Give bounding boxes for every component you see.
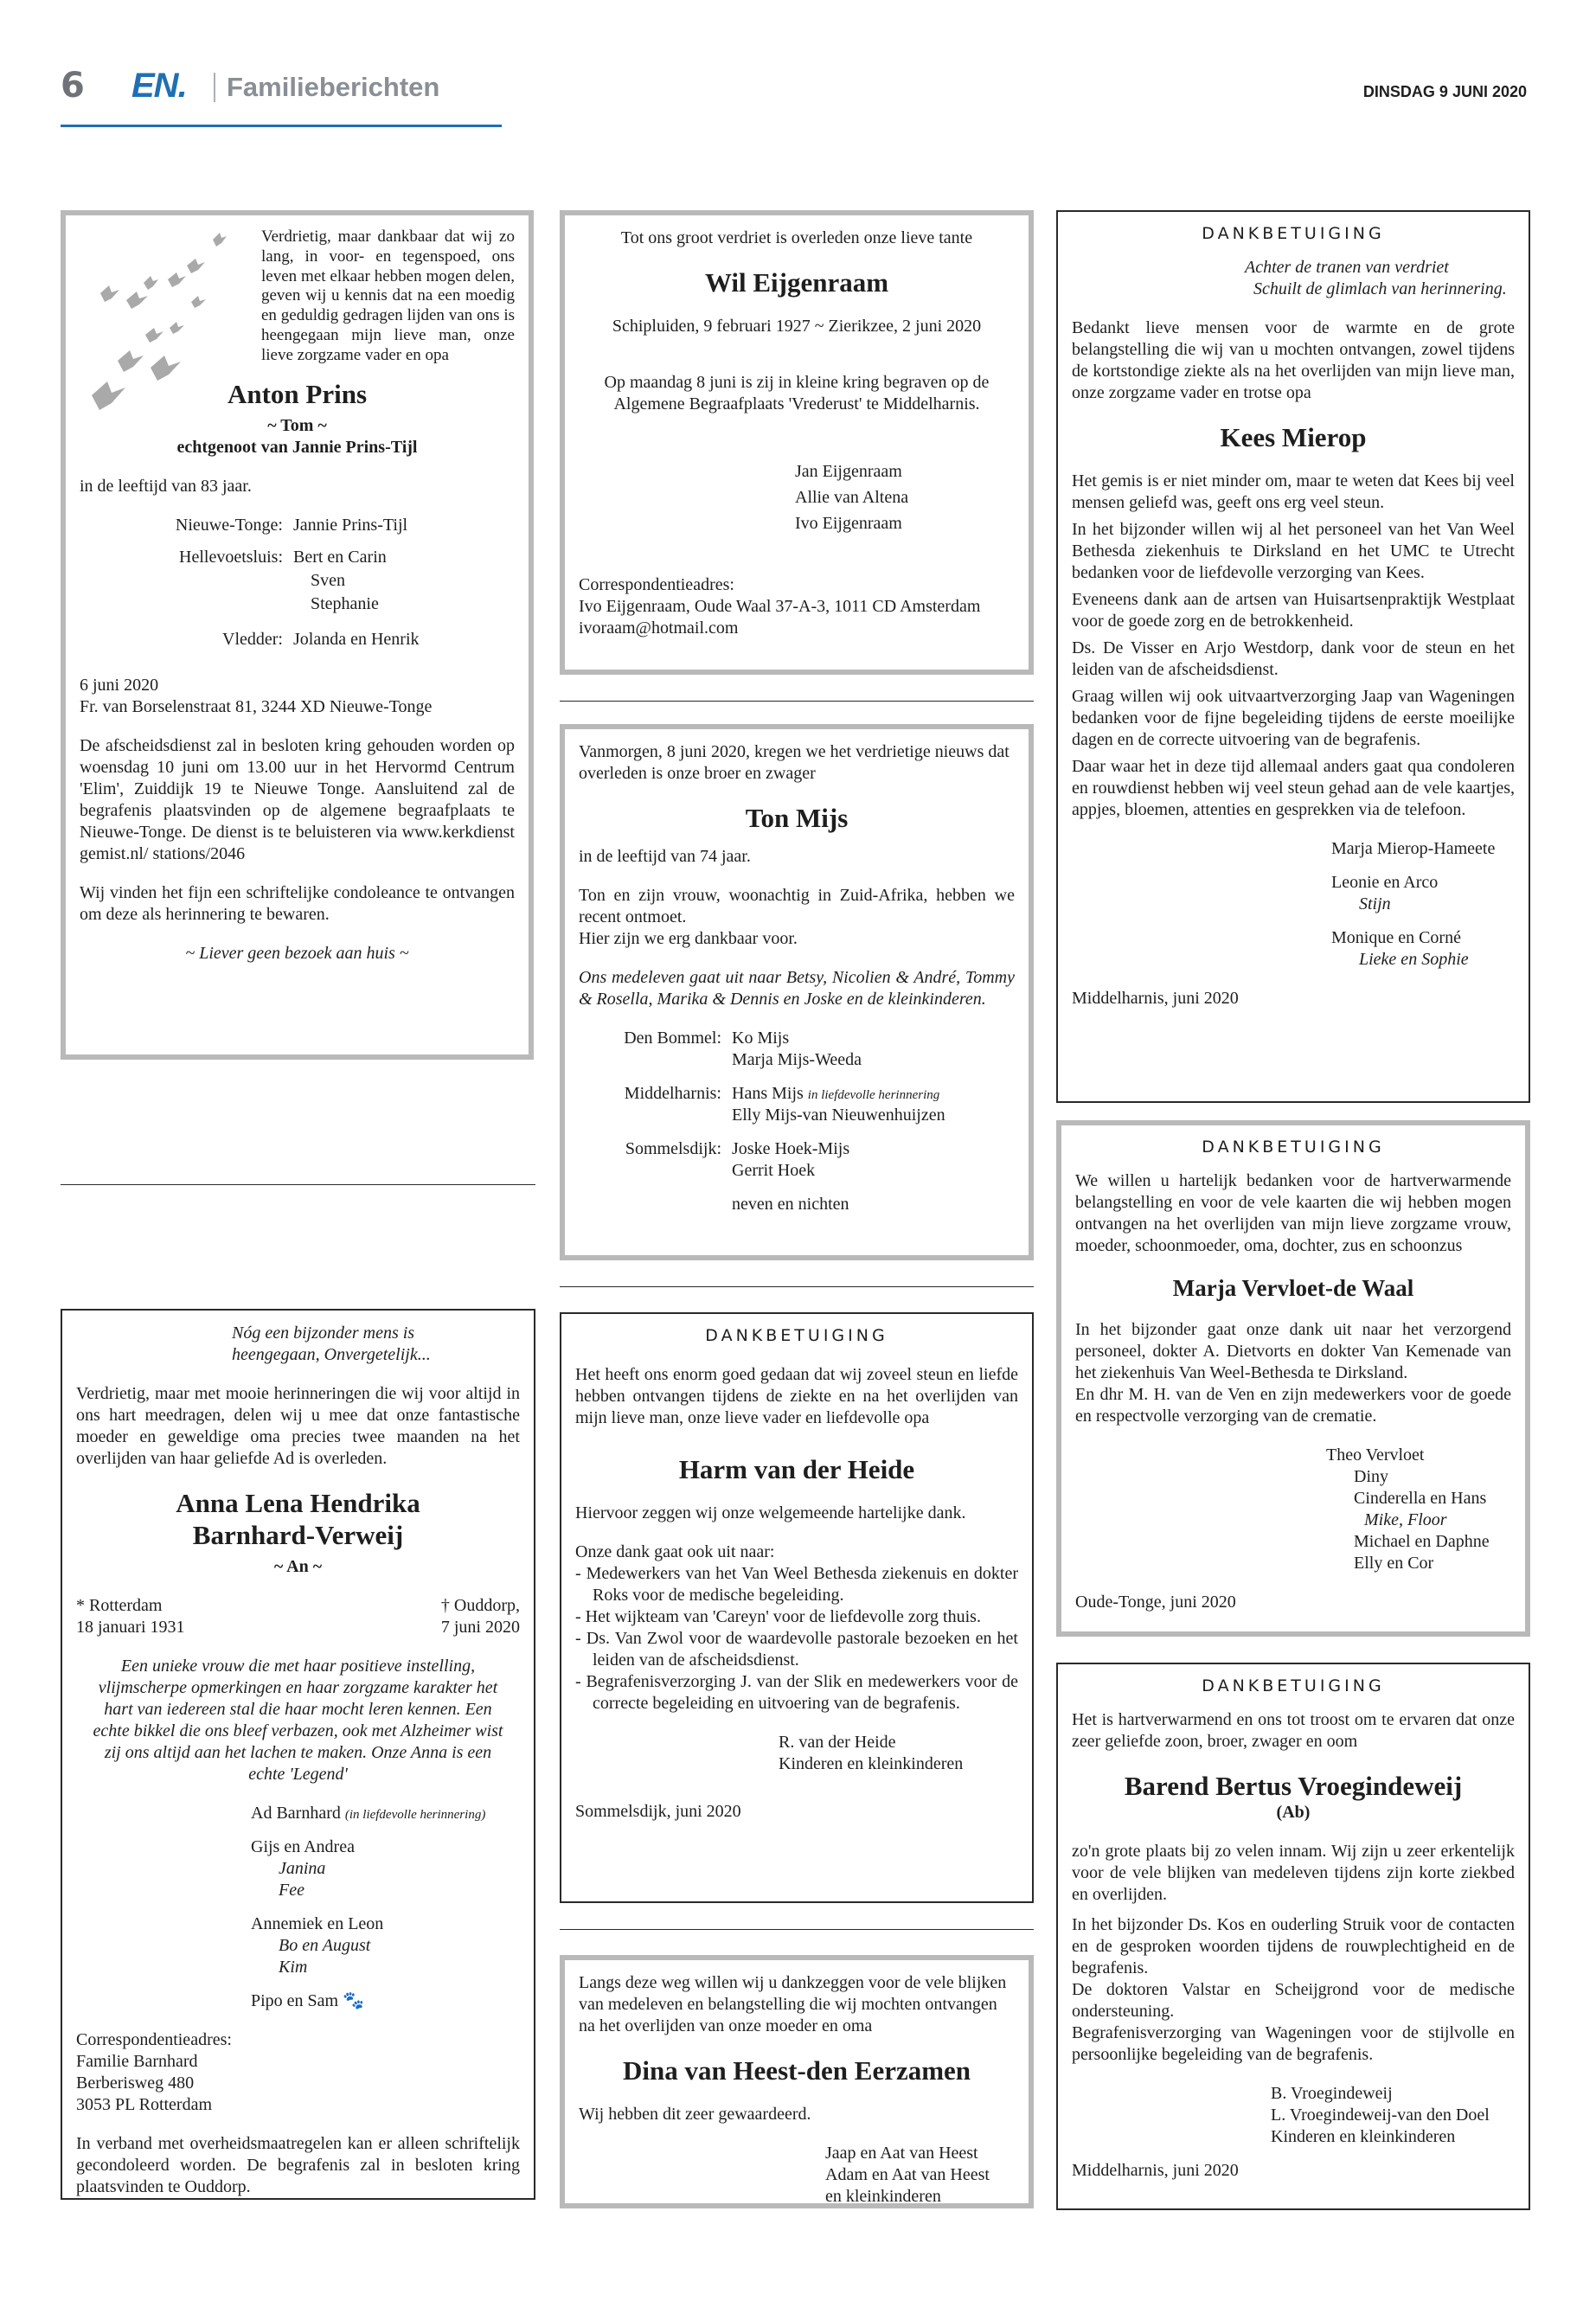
signer-child: Lieke en Sophie (1359, 949, 1469, 969)
signer: en kleinkinderen (825, 2187, 941, 2207)
signer: Monique en Corné (1331, 927, 1461, 947)
family-names: neven en nichten (732, 1195, 849, 1215)
vervloet-name: Marja Vervloet-de Waal (1172, 1274, 1414, 1301)
signer-note: (in liefdevolle herinnering) (344, 1808, 486, 1823)
list-item: - Begrafenisverzorging J. van der Slik en medewerkers voor de correcte begeleiding en uitvoering van de begrafenis. (575, 1671, 1018, 1715)
eijgenraam-intro: Tot ons groot verdriet is overleden onze lieve tante (620, 228, 973, 247)
family-names: Jannie Prins-Tijl (293, 515, 408, 535)
vervloet-p1: In het bijzonder gaat onze dank uit naar het verzorgend personeel, dokter A. Dietvorts en dokter Van Kemenade van het ziekenhuis Van Weel-Bethesda te Dirksland. (1075, 1320, 1511, 1383)
family-names: Ko Mijs (732, 1029, 790, 1048)
mijs-sympathy: Ons medeleven gaat uit naar Betsy, Nicolien & André, Tommy & Rosella, Marika & Dennis en Joske en de kleinkinderen. (579, 968, 1015, 1009)
mierop-p3: Eveneens dank aan de artsen van Huisartsenpraktijk Westplaat voor de goede zorg en de betrokkenheid. (1072, 589, 1515, 631)
barnhard-tribute: Een unieke vrouw die met haar positieve instelling, vlijmscherpe opmerkingen en haar zorgzame karakter het hart van iedereen stal die haar mocht leren kennen. Een echte bikkel die ons bleef verbazen, ook met Alzheimer wist zij ons altijd aan het lachen te maken. Onze Anna is een echte 'Legend' (93, 1657, 503, 1785)
family-names: Joske Hoek-Mijs (732, 1139, 850, 1159)
family-place: Den Bommel: (624, 1029, 721, 1048)
notice-kees-mierop (1056, 210, 1530, 1103)
notice-marja-vervloet (1056, 1120, 1530, 1637)
vroegindeweij-place: Middelharnis, juni 2020 (1072, 2160, 1239, 2180)
barnhard-name-1: Anna Lena Hendrika (176, 1488, 420, 1518)
mijs-p1: Ton en zijn vrouw, woonachtig in Zuid-Afrika, hebben we recent ontmoet. (579, 886, 1015, 927)
mierop-p1: Het gemis is er niet minder om, maar te weten dat Kees bij veel mensen geliefd was, geeft ons erg veel steun. (1072, 471, 1515, 512)
signer-child: Janina (279, 1859, 326, 1879)
signer: Elly en Cor (1354, 1554, 1434, 1574)
corr-label: Correspondentieadres: (579, 575, 734, 595)
column-divider (560, 1286, 1034, 1287)
vervloet-p2: En dhr M. H. van de Ven en zijn medewerkers voor de goede en respectvolle verzorging van de crematie. (1075, 1385, 1511, 1426)
heide-heading: DANKBETUIGING (705, 1326, 888, 1345)
mijs-intro: Vanmorgen, 8 juni 2020, kregen we het verdrietige nieuws dat overleden is onze broer en zwager (579, 742, 1010, 783)
header-rule (61, 125, 502, 127)
vroegindeweij-p3: De doktoren Valstar en Scheijgrond voor de medische ondersteuning. (1072, 1979, 1515, 2021)
header-separator (214, 73, 215, 102)
signer: Allie van Altena (795, 488, 909, 508)
signer-child: Stijn (1359, 894, 1391, 913)
mijs-family (579, 1028, 1015, 1215)
signer-child: Bo en August (279, 1936, 371, 1956)
barnhard-nickname: ~ An ~ (273, 1557, 323, 1577)
signer: Marja Mierop-Hameete (1331, 838, 1496, 858)
prins-nickname: ~ Tom ~ (267, 415, 327, 435)
heide-name: Harm van der Heide (678, 1453, 915, 1484)
signer: Diny (1354, 1467, 1388, 1487)
signer: L. Vroegindeweij-van den Doel (1271, 2105, 1490, 2125)
family-note: in liefdevolle herinnering (807, 1088, 940, 1103)
notice-anna-barnhard (61, 1309, 535, 2200)
doves-illustration (74, 222, 247, 413)
mierop-intro: Bedankt lieve mensen voor de warmte en de grote belangstelling die wij van u mochten ontvangen, zowel tijdens de kortstondige ziekte als na het overlijden van mijn lieve man, onze zorgzame vader en trotse opa (1072, 317, 1515, 402)
prins-family (80, 515, 515, 651)
corr-label: Correspondentieadres: (76, 2030, 232, 2050)
signer: Michael en Daphne (1354, 1532, 1490, 1552)
died-place: † Ouddorp, (440, 1596, 520, 1616)
born-place: * Rotterdam (76, 1596, 163, 1616)
signer: Jaap en Aat van Heest (825, 2144, 978, 2163)
signer-child: Mike, Floor (1364, 1510, 1447, 1530)
signer: Ad Barnhard (251, 1804, 341, 1823)
signer: Pipo en Sam (251, 1991, 339, 2011)
heide-signers (779, 1732, 1018, 1775)
list-item: - Medewerkers van het Van Weel Bethesda ziekenuis en dokter Roks voor de medische begeleiding. (575, 1563, 1018, 1606)
column-divider (560, 701, 1034, 702)
vervloet-intro: We willen u hartelijk bedanken voor de hartverwarmende belangstelling en voor de vele kaarten die wij hebben mogen ontvangen na het overlijden van mijn lieve zorgzame vrouw, moeder, schoonmoeder, oma, dochter, zus en schoonzus (1075, 1170, 1511, 1255)
signer: Annemiek en Leon (251, 1914, 384, 1934)
signer: Ivo Eijgenraam (795, 514, 902, 534)
signer: Gijs en Andrea (251, 1837, 355, 1857)
barnhard-signers (251, 1803, 520, 2012)
mierop-name: Kees Mierop (1220, 421, 1367, 452)
prins-service: De afscheidsdienst zal in besloten kring gehouden worden op woensdag 10 juni om 13.00 uur in het Hervormd Centrum 'Elim', Zuiddijk 19 te Nieuwe Tonge. Aansluitend zal de begrafenis plaatsvinden op de algemene begraafplaats te Nieuwe-Tonge. De dienst is te beluisteren via www.kerkdienst gemist.nl/ stations/2046 (80, 735, 515, 863)
notice-barend-vroegindeweij (1056, 1663, 1530, 2210)
eijgenraam-burial: Op maandag 8 juni is zij in kleine kring begraven op de Algemene Begraafplaats 'Vrederust' te Middelharnis. (604, 373, 990, 414)
heest-name: Dina van Heest-den Eerzamen (622, 2055, 971, 2086)
prins-age: in de leeftijd van 83 jaar. (80, 476, 252, 496)
prins-intro: Verdrietig, maar dankbaar dat wij zo lang, in voor- en tegenspoed, ons leven met elkaar hebben mogen delen, geven wij u kennis dat na een moedig en geduldig gedragen lijden van ons is heengegaan mijn lieve man, onze lieve zorgzame vader en opa (261, 228, 515, 364)
mierop-place: Middelharnis, juni 2020 (1072, 988, 1239, 1008)
vroegindeweij-nickname: (Ab) (1276, 1802, 1311, 1822)
paw-icon: 🐾 (343, 1991, 365, 2011)
family-place: Nieuwe-Tonge: (175, 515, 283, 535)
vroegindeweij-intro: Het is hartverwarmend en ons tot troost om te ervaren dat onze zeer geliefde zoon, broer, zwager en oom (1072, 1709, 1515, 1751)
newspaper-logo[interactable]: EN. (131, 67, 187, 105)
signer: B. Vroegindeweij (1271, 2083, 1393, 2103)
family-names: Jolanda en Henrik (293, 629, 420, 649)
family-names: Bert en Carin (293, 547, 387, 567)
mierop-p6: Daar waar het in deze tijd allemaal anders gaat qua condoleren en rouwdienst hebben wij veel steun gehad aan de vele kaartjes, appjes, bloemen, attenties en gesprekken via de telefoon. (1072, 756, 1515, 819)
corr-line: Berberisweg 480 (76, 2073, 195, 2093)
issue-date: DINSDAG 9 JUNI 2020 (1362, 83, 1527, 100)
mijs-name: Ton Mijs (745, 803, 849, 833)
mijs-p2: Hier zijn we erg dankbaar voor. (579, 929, 798, 949)
heest-p1: Wij hebben dit zeer gewaardeerd. (579, 2105, 811, 2125)
vroegindeweij-heading: DANKBETUIGING (1202, 1676, 1385, 1695)
family-place (80, 593, 283, 615)
mierop-p5: Graag willen wij ook uitvaartverzorging Jaap van Wageningen bedanken voor de fijne begeleiding tijdens de eerste moeilijke dagen en de correcte uitvoering van de begrafenis. (1072, 686, 1515, 749)
notice-anton-prins (61, 210, 534, 1060)
eijgenraam-dates: Schipluiden, 9 februari 1927 ~ Zierikzee, 2 juni 2020 (612, 317, 982, 336)
corr-line: 3053 PL Rotterdam (76, 2095, 213, 2115)
column-divider (61, 1184, 535, 1185)
vroegindeweij-p2: In het bijzonder Ds. Kos en ouderling Struik voor de contacten en de gesproken woorden tijdens de rouwplechtigheid en de begrafenis. (1072, 1914, 1515, 1977)
notice-dina-van-heest (560, 1955, 1034, 2208)
notice-wil-eijgenraam (560, 210, 1034, 675)
family-names: Sven (293, 570, 345, 590)
barnhard-poem: Nóg een bijzonder mens is heengegaan, Onvergetelijk... (232, 1324, 431, 1364)
signer: Jan Eijgenraam (795, 462, 902, 482)
prins-address: Fr. van Borselenstraat 81, 3244 XD Nieuwe-Tonge (80, 696, 433, 716)
prins-footer: ~ Liever geen bezoek aan huis ~ (185, 943, 409, 963)
signer: Leonie en Arco (1331, 872, 1439, 892)
eijgenraam-signers (795, 458, 1015, 536)
list-item: - Het wijkteam van 'Careyn' voor de liefdevolle zorg thuis. (575, 1606, 1018, 1628)
signer: Cinderella en Hans (1354, 1489, 1487, 1509)
section-title: Familieberichten (227, 72, 440, 102)
notice-ton-mijs (560, 724, 1034, 1260)
vroegindeweij-name: Barend Bertus Vroegindeweij (1124, 1770, 1463, 1801)
mierop-poem (1245, 257, 1515, 300)
vervloet-heading: DANKBETUIGING (1202, 1138, 1385, 1157)
signer: Adam en Aat van Heest (825, 2165, 990, 2185)
vervloet-place: Oude-Tonge, juni 2020 (1075, 1593, 1236, 1612)
mierop-heading: DANKBETUIGING (1202, 224, 1385, 243)
signer: Kinderen en kleinkinderen (1271, 2126, 1456, 2146)
prins-date: 6 juni 2020 (80, 675, 159, 695)
family-place: Hellevoetsluis: (179, 547, 283, 567)
barnhard-footer: In verband met overheidsmaatregelen kan er alleen schriftelijk gecondoleerd worden. De begrafenis zal in besloten kring plaatsvinden te Ouddorp. (76, 2134, 520, 2197)
corr-address: Ivo Eijgenraam, Oude Waal 37-A-3, 1011 CD Amsterdam (579, 597, 981, 617)
family-place: Middelharnis: (624, 1084, 721, 1104)
prins-condolence: Wij vinden het fijn een schriftelijke condoleance te ontvangen om deze als herinnering te bewaren. (80, 882, 515, 924)
family-place (80, 570, 283, 592)
poem-line: Schuilt de glimlach van herinnering. (1253, 279, 1507, 298)
barnhard-dates (76, 1595, 520, 1638)
barnhard-intro: Verdrietig, maar met mooie herinneringen die wij voor altijd in ons hart meedragen, delen wij u mee dat onze fantastische moeder en geweldige oma precies twee maanden na het overlijden van haar geliefde Ad is overleden. (76, 1384, 520, 1468)
family-names: Marja Mijs-Weeda (732, 1050, 862, 1070)
signer: Theo Vervloet (1326, 1445, 1425, 1465)
died-date: 7 juni 2020 (440, 1618, 520, 1638)
mierop-p4: Ds. De Visser en Arjo Westdorp, dank voor de steun en het leiden van de afscheidsdienst. (1072, 638, 1515, 679)
family-place: Sommelsdijk: (625, 1139, 721, 1159)
corr-line: Familie Barnhard (76, 2052, 198, 2072)
poem-line: Achter de tranen van verdriet (1245, 257, 1449, 277)
vroegindeweij-p4: Begrafenisverzorging van Wageningen voor de stijlvolle en persoonlijke begeleiding van de begrafenis. (1072, 2022, 1515, 2064)
heide-thanks-list (575, 1563, 1018, 1715)
eijgenraam-name: Wil Eijgenraam (704, 267, 889, 298)
corr-email[interactable]: ivoraam@hotmail.com (579, 619, 739, 638)
signer-child: Kim (279, 1958, 308, 1977)
mijs-age: in de leeftijd van 74 jaar. (579, 847, 751, 867)
mierop-signers (1331, 838, 1515, 971)
family-names: Elly Mijs-van Nieuwenhuijzen (732, 1106, 945, 1125)
heide-place: Sommelsdijk, juni 2020 (575, 1801, 741, 1821)
mierop-p2: In het bijzonder willen wij al het personeel van het Van Weel Bethesda ziekenhuis te Dirksland en het UMC te Utrecht bedanken voor de liefdevolle verzorging van Kees. (1072, 519, 1515, 582)
prins-name: Anton Prins (227, 378, 368, 409)
heest-signers (825, 2143, 1015, 2208)
column-divider (560, 1929, 1034, 1930)
signer: Kinderen en kleinkinderen (779, 1753, 964, 1773)
born-date: 18 januari 1931 (76, 1618, 185, 1638)
family-names: Hans Mijs (732, 1084, 804, 1104)
heest-intro: Langs deze weg willen wij u dankzeggen voor de vele blijken van medeleven en belangstelling die wij mochten ontvangen na het overlijden van onze moeder en oma (579, 1973, 1007, 2035)
barnhard-name-2: Barnhard-Verweij (192, 1520, 404, 1551)
heide-p2: Onze dank gaat ook uit naar: (575, 1541, 775, 1561)
list-item: - Ds. Van Zwol voor de waardevolle pastorale bezoeken en het leiden van de afscheidsdienst. (575, 1628, 1018, 1671)
signer: R. van der Heide (779, 1732, 896, 1752)
vroegindeweij-signers (1271, 2083, 1515, 2148)
vervloet-signers (1326, 1445, 1511, 1574)
notice-harm-van-der-heide (560, 1312, 1034, 1903)
heide-intro: Het heeft ons enorm goed gedaan dat wij zoveel steun en liefde hebben ontvangen tijdens de ziekte en na het overlijden van mijn lieve man, onze lieve vader en liefdevolle opa (575, 1364, 1018, 1427)
family-names: Gerrit Hoek (732, 1161, 816, 1181)
page-number: 6 (61, 66, 85, 106)
prins-spouse: echtgenoot van Jannie Prins-Tijl (176, 437, 418, 457)
family-place: Vledder: (222, 629, 283, 649)
vroegindeweij-p1: zo'n grote plaats bij zo velen innam. Wij zijn u zeer erkentelijk voor de vele blijken van medeleven tijdens zijn korte ziekbed en overlijden. (1072, 1841, 1515, 1904)
heide-p1: Hiervoor zeggen wij onze welgemeende hartelijke dank. (575, 1503, 966, 1522)
family-names: Stephanie (293, 593, 379, 613)
signer-child: Fee (279, 1881, 304, 1900)
